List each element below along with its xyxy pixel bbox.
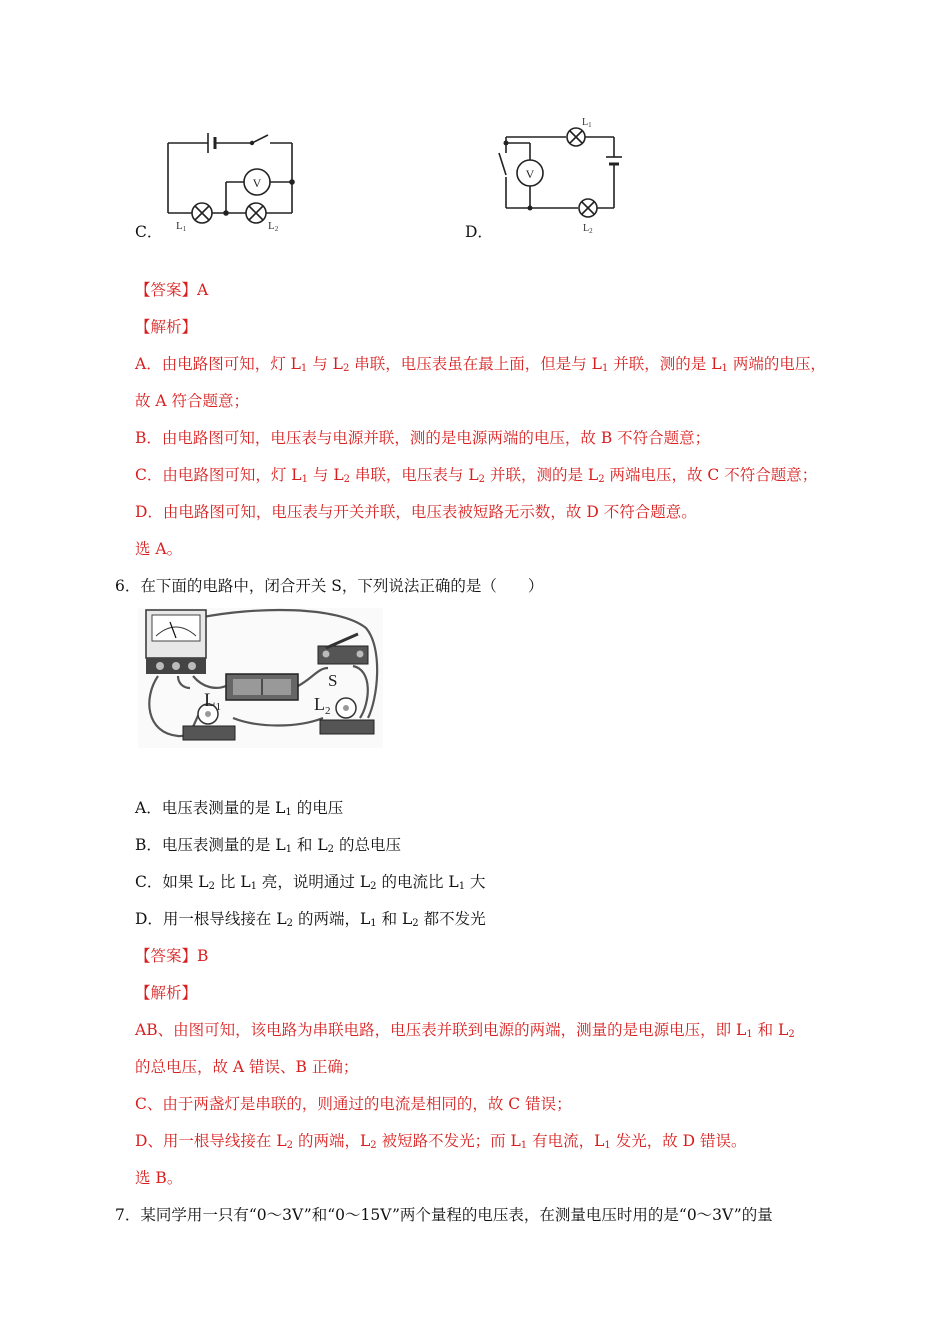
svg-text:L1: L1 (176, 220, 187, 233)
q5-analysis-title: 【解析】 (135, 318, 198, 336)
photo-l2-label: L (314, 694, 325, 714)
q6-conclusion: 选 B。 (135, 1169, 183, 1187)
option-c-label: C． (135, 223, 163, 241)
q5-analysis-d: D．由电路图可知，电压表与开关并联，电压表被短路无示数，故 D 不符合题意。 (135, 503, 697, 521)
q6-analysis-c: C、由于两盏灯是串联的，则通过的电流是相同的，故 C 错误； (135, 1095, 572, 1113)
q5-analysis-c: C．由电路图可知，灯 $L_1$ 与 $L_2$ 串联，电压表与 $L_2$ 并联，测的是 $L_2$ 两端电压，故 C 不符合题意； (135, 466, 818, 485)
photo-l1-label: L (204, 690, 216, 711)
q7-stem: 7．某同学用一只有“0～3V”和“0～15V”两个量程的电压表，在测量电压时用的是“0～3V”的量 (115, 1206, 773, 1224)
svg-text:L2: $L_2$ (583, 223, 593, 235)
svg-text:L1: $L_1$ (582, 117, 592, 129)
q6-analysis-ab-line2: 的总电压，故 A 错误、B 正确； (135, 1058, 359, 1076)
q5-analysis-a-line2: 故 A 符合题意； (135, 392, 250, 410)
q6-option-b: B．电压表测量的是 $L_1$ 和 $L_2$ 的总电压 (135, 836, 401, 855)
circuit-photo-q6 (138, 608, 383, 748)
circuit-diagram-d (490, 115, 640, 235)
fig-c-l1-label: L (176, 220, 183, 232)
q6-option-d: D．用一根导线接在 $L_2$ 的两端，$L_1$ 和 $L_2$ 都不发光 (135, 910, 486, 929)
voltmeter-symbol-d: V (525, 167, 535, 181)
q5-answer: 【答案】A (135, 281, 209, 299)
fig-d-l1-label: L (582, 117, 589, 128)
q6-analysis-d: D、用一根导线接在 $L_2$ 的两端，$L_2$ 被短路不发光；而 $L_1$ 有电流，$L_1$ 发光，故 D 错误。 (135, 1132, 747, 1151)
q5-analysis-a-line1: A．由电路图可知，灯 $L_1$ 与 $L_2$ 串联，电压表虽在最上面，但是与 $L_1$ 并联，测的是 $L_1$ 两端的电压， (135, 355, 826, 374)
svg-text:L2: $L_2$ (314, 694, 331, 717)
fig-c-l2-label: L (268, 220, 275, 232)
svg-text:L1: $L_1$ (204, 690, 222, 713)
svg-text:L2: L2 (268, 220, 279, 233)
option-d-label: D． (465, 223, 493, 241)
q6-analysis-title: 【解析】 (135, 984, 198, 1002)
q5-conclusion: 选 A。 (135, 540, 183, 558)
voltmeter-symbol-c: V (252, 176, 262, 190)
photo-switch-label: S (328, 671, 338, 690)
q6-stem: 6．在下面的电路中，闭合开关 S，下列说法正确的是（ ） (115, 577, 544, 595)
q6-answer: 【答案】B (135, 947, 209, 965)
q6-option-c: C．如果 $L_2$ 比 $L_1$ 亮，说明通过 $L_2$ 的电流比 $L_1$ 大 (135, 873, 486, 892)
q6-analysis-ab-line1: AB、由图可知，该电路为串联电路，电压表并联到电源的两端，测量的是电源电压，即 $L_1$ 和 $L_2$ (135, 1021, 795, 1040)
circuit-diagram-c (160, 125, 305, 235)
q5-analysis-b: B．由电路图可知，电压表与电源并联，测的是电源两端的电压，故 B 不符合题意； (135, 429, 711, 447)
fig-d-l2-label: L (583, 223, 590, 234)
q6-option-a: A．电压表测量的是 $L_1$ 的电压 (135, 799, 344, 818)
